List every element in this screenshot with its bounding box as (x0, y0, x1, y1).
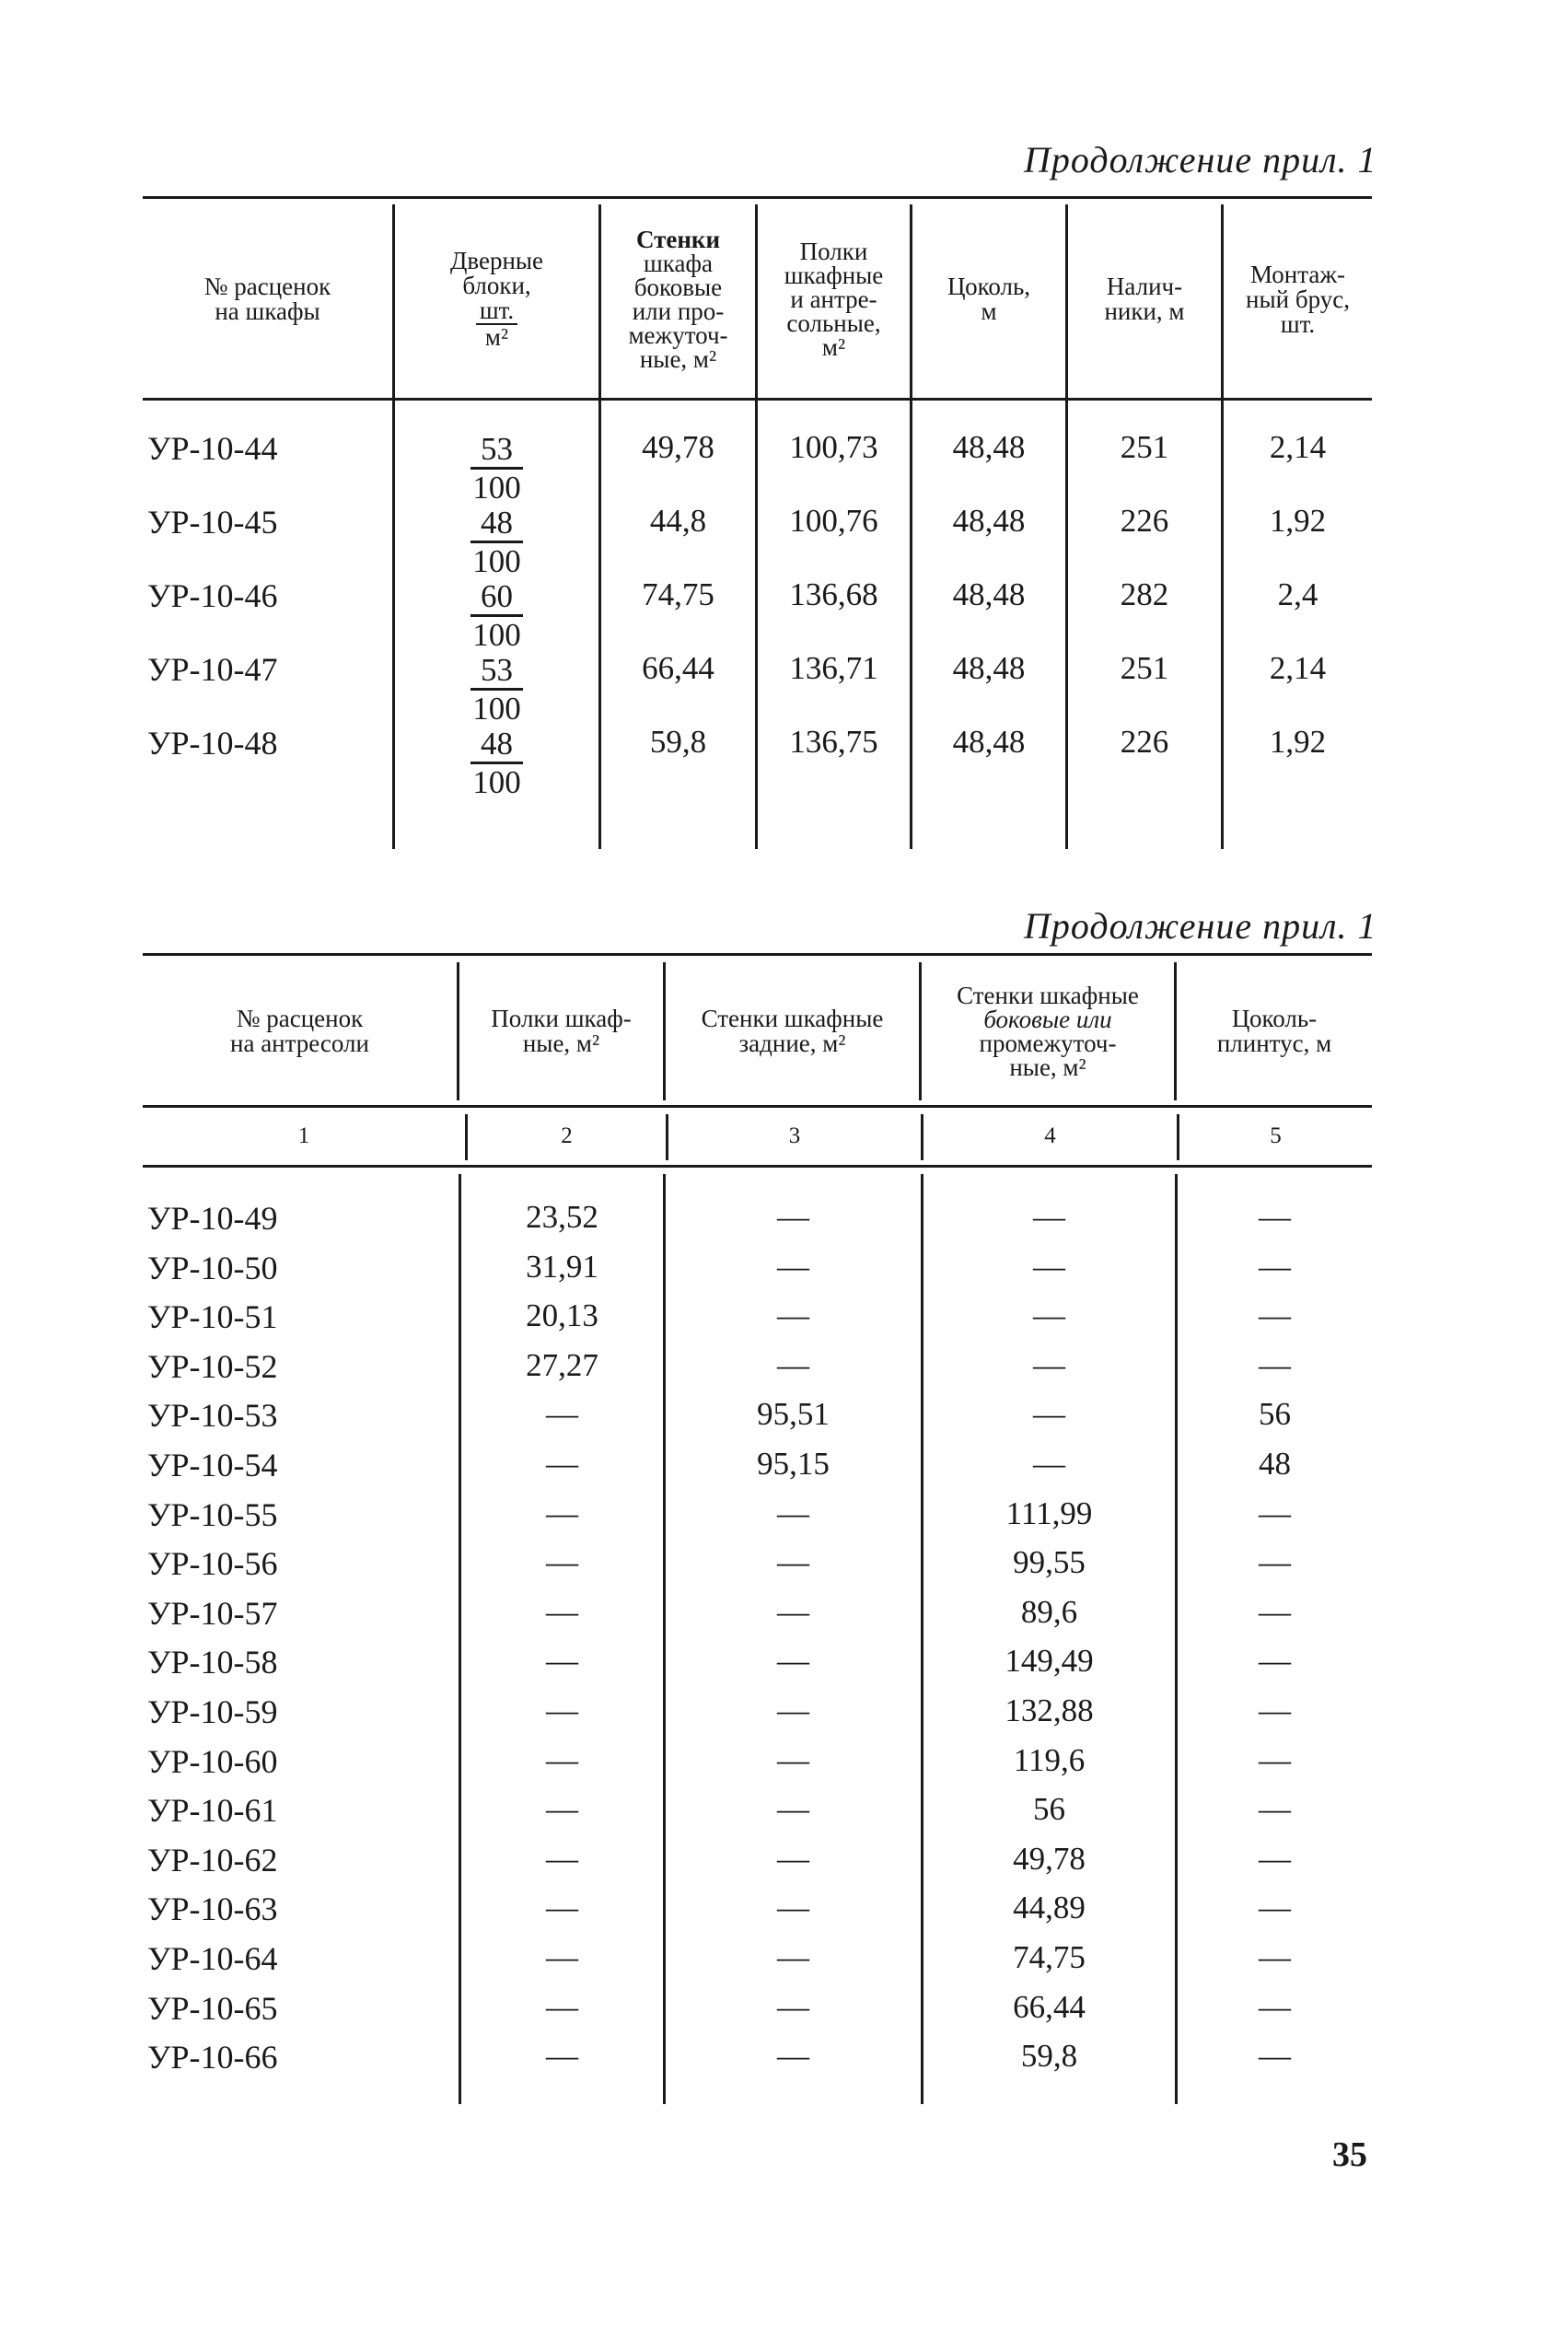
header-unit-fraction (476, 298, 517, 350)
table1-header-plinth (912, 204, 1065, 394)
table2-cell-c4: 49,78 (1013, 1840, 1086, 1877)
table2-cell-c5: — (1259, 2038, 1291, 2075)
table2-caption: Продолжение прил. 1 (1024, 905, 1377, 947)
header-unit-bottom: м² (484, 323, 509, 351)
table2-cell-c4: 119,6 (1013, 1741, 1086, 1778)
row-code: УР-10-57 (147, 1594, 278, 1632)
table2-cell-c2: — (546, 2038, 578, 2075)
table2-colnum-rule (143, 1165, 1372, 1168)
table2-cell-c3: — (777, 1199, 809, 1235)
table1-cell-beam: 2,14 (1269, 429, 1327, 465)
row-code: УР-10-60 (147, 1742, 278, 1780)
table2-top-rule (143, 953, 1372, 956)
header-line: на шкафы (215, 297, 320, 325)
header-line: шт. (1280, 309, 1316, 338)
header-line: или про- (632, 297, 725, 325)
row-code: УР-10-44 (147, 430, 278, 467)
fraction-denominator: 100 (470, 688, 523, 727)
header-line: на антресоли (230, 1029, 369, 1057)
table1-header-shelves (758, 204, 910, 394)
row-code: УР-10-49 (147, 1200, 278, 1237)
table2-cell-c2: — (546, 1840, 578, 1877)
table1-cell-plinth: 48,48 (952, 503, 1026, 539)
table1-cell-shelves: 136,75 (789, 724, 878, 760)
table2-cell-c4: 149,49 (1005, 1643, 1094, 1680)
table1-cell-walls: 74,75 (642, 576, 714, 612)
header-line: ный брус, (1246, 285, 1350, 313)
table1-cell-plinth: 48,48 (952, 724, 1026, 760)
table2-cell-c2: 20,13 (526, 1297, 598, 1334)
table2-cell-c2: — (546, 1692, 578, 1728)
table2-cell-c4: 56 (1033, 1791, 1065, 1828)
header-line: Стенки шкафные (957, 982, 1139, 1009)
table2-cell-c5: — (1259, 1741, 1291, 1778)
table2-cell-c4: 132,88 (1005, 1692, 1094, 1728)
table2-cell-c3: — (777, 1741, 809, 1778)
row-code: УР-10-55 (147, 1495, 278, 1533)
table1-cell-plinth: 48,48 (952, 576, 1026, 612)
table1-cell-trims: 251 (1120, 650, 1169, 686)
table2-cell-c3: — (777, 1544, 809, 1581)
table2-cell-c5: — (1259, 1939, 1291, 1975)
table1-caption: Продолжение прил. 1 (1024, 139, 1377, 180)
table2-cell-c2: — (546, 1593, 578, 1630)
header-line: сольные, (786, 309, 881, 337)
table2-cell-c5: — (1259, 1988, 1291, 2025)
table2-cell-c2: — (546, 1396, 578, 1433)
table2-cell-c4: — (1033, 1297, 1065, 1334)
table2-cell-c5: — (1259, 1890, 1291, 1926)
table1-cell-trims: 226 (1120, 503, 1169, 539)
row-code: УР-10-50 (147, 1249, 278, 1286)
header-line: блоки, (462, 272, 531, 299)
table1-cell-beam: 1,92 (1269, 503, 1327, 539)
table1-cell-shelves: 136,71 (789, 650, 878, 686)
header-line: межуточ- (628, 321, 728, 349)
table2-cell-c2: 31,91 (526, 1248, 598, 1285)
header-line: Полки (799, 238, 868, 265)
table2-cell-c4: 99,55 (1013, 1544, 1086, 1581)
table2-cell-c3: — (777, 1791, 809, 1828)
table2-cell-c5: — (1259, 1840, 1291, 1877)
table1-cell-beam: 1,92 (1269, 724, 1327, 760)
row-code: УР-10-66 (147, 2039, 278, 2076)
header-line: задние, м² (738, 1029, 846, 1057)
header-line: ные, м² (1009, 1053, 1086, 1081)
header-line: Монтаж- (1249, 260, 1346, 288)
fraction-numerator: 53 (481, 652, 513, 688)
row-code: УР-10-65 (147, 1989, 278, 2027)
header-line: Стенки (635, 226, 721, 253)
header-line: Цоколь- (1231, 1005, 1318, 1032)
table1-cell-walls: 49,78 (642, 429, 714, 465)
table2-cell-c3: — (777, 1890, 809, 1926)
table2-colnum: 5 (1270, 1123, 1282, 1148)
table2-cell-c3: — (777, 1495, 809, 1531)
table1-header-doors (395, 204, 598, 394)
table1-cell-shelves: 136,68 (789, 576, 878, 612)
header-unit-top: шт. (476, 298, 517, 325)
table2-cell-c3: — (777, 2038, 809, 2075)
row-code: УР-10-48 (147, 725, 278, 762)
table2-cell-c5: — (1259, 1544, 1291, 1581)
row-code: УР-10-59 (147, 1693, 278, 1730)
row-code: УР-10-61 (147, 1792, 278, 1830)
header-line: м² (821, 333, 846, 361)
table2-cell-c5: — (1259, 1346, 1291, 1383)
table2-cell-c2: — (546, 1741, 578, 1778)
header-line: шкафа (644, 250, 713, 277)
table1-top-rule (143, 196, 1372, 199)
table1-cell-shelves: 100,76 (789, 503, 878, 539)
table2-cell-c3: — (777, 1643, 809, 1680)
row-code: УР-10-52 (147, 1347, 278, 1385)
doors-fraction (395, 431, 598, 506)
table2-header-shelves (459, 962, 663, 1100)
page-number: 35 (1332, 2135, 1367, 2174)
header-line: боковые (633, 273, 723, 301)
row-code: УР-10-51 (147, 1298, 278, 1336)
row-code: УР-10-47 (147, 651, 278, 688)
row-code: УР-10-64 (147, 1940, 278, 1977)
table2-header-side-walls (922, 962, 1174, 1100)
table2-cell-c4: 89,6 (1020, 1593, 1078, 1630)
table2-colnum: 3 (788, 1123, 801, 1148)
row-code: УР-10-62 (147, 1841, 278, 1879)
table2-cell-c2: 27,27 (526, 1346, 598, 1383)
table2-cell-c2: — (546, 1939, 578, 1975)
table2-cell-c5: — (1259, 1297, 1291, 1334)
table2-cell-c2: — (546, 1446, 578, 1482)
table2-cell-c4: 59,8 (1020, 2038, 1078, 2075)
row-code: УР-10-45 (147, 504, 278, 541)
table2-cell-c2: — (546, 1791, 578, 1828)
header-line: № расценок (236, 1005, 364, 1032)
table2-cell-c3: — (777, 1248, 809, 1285)
header-line: № расценок (203, 273, 331, 300)
row-code: УР-10-53 (147, 1397, 278, 1435)
header-line: м (981, 297, 997, 325)
table2-cell-c3: — (777, 1593, 809, 1630)
fraction-numerator: 48 (481, 505, 513, 541)
table2-cell-c4: 44,89 (1013, 1890, 1086, 1926)
doors-fraction (395, 505, 598, 579)
table2-colnum: 2 (561, 1123, 573, 1148)
row-code: УР-10-56 (147, 1545, 278, 1583)
table2-cell-c4: — (1033, 1446, 1065, 1482)
table2-cell-c5: — (1259, 1643, 1291, 1680)
table1-cell-walls: 59,8 (649, 724, 707, 760)
table2-cell-c5: — (1259, 1791, 1291, 1828)
table1-cell-shelves: 100,73 (789, 429, 878, 465)
fraction-denominator: 100 (470, 541, 523, 579)
table2-cell-c5: — (1259, 1692, 1291, 1728)
table2-cell-c3: — (777, 1840, 809, 1877)
header-line: ные, м² (522, 1029, 600, 1057)
row-code: УР-10-54 (147, 1447, 278, 1483)
table2-cell-c3: — (777, 1297, 809, 1334)
table1-header-trims (1068, 204, 1221, 394)
fraction-numerator: 53 (481, 431, 513, 467)
header-line: боковые или (983, 1006, 1112, 1033)
table1-cell-trims: 251 (1120, 429, 1169, 465)
table2-cell-c5: 48 (1259, 1446, 1291, 1482)
table2-colnum: 1 (297, 1123, 310, 1148)
header-line: ные, м² (639, 345, 717, 373)
fraction-numerator: 60 (481, 578, 513, 614)
table2-cell-c3: — (777, 1988, 809, 2025)
fraction-denominator: 100 (470, 467, 523, 506)
table2-cell-c2: — (546, 1544, 578, 1581)
table2-cell-c3: — (777, 1692, 809, 1728)
table1-header-beam (1224, 204, 1372, 394)
table2-cell-c3: 95,15 (757, 1446, 830, 1482)
table2-cell-c4: — (1033, 1199, 1065, 1235)
table2-colnum: 4 (1044, 1123, 1056, 1148)
header-line: ники, м (1104, 297, 1185, 325)
table2-header-rule (143, 1105, 1372, 1108)
table2-cell-c2: — (546, 1890, 578, 1926)
table1-cell-plinth: 48,48 (952, 429, 1026, 465)
table2-cell-c4: — (1033, 1396, 1065, 1433)
table1-cell-walls: 66,44 (642, 650, 714, 686)
header-line: Налич- (1106, 273, 1183, 300)
table2-cell-c5: — (1259, 1593, 1291, 1630)
table2-cell-c4: — (1033, 1346, 1065, 1383)
table2-cell-c5: 56 (1259, 1396, 1291, 1433)
doors-fraction (395, 652, 598, 727)
table2-cell-c2: — (546, 1988, 578, 2025)
table2-header-back-walls (666, 962, 919, 1100)
header-line: Дверные (449, 247, 544, 274)
row-code: УР-10-63 (147, 1890, 278, 1928)
table2-cell-c5: — (1259, 1248, 1291, 1285)
table1-header-code (143, 204, 392, 394)
table1-cell-plinth: 48,48 (952, 650, 1026, 686)
header-line: шкафные (784, 262, 884, 289)
table1-cell-walls: 44,8 (649, 503, 707, 539)
table2-header-plinth (1177, 962, 1372, 1100)
header-line: Цоколь, (947, 273, 1031, 300)
header-line: Полки шкаф- (491, 1005, 632, 1032)
header-line: и антре- (790, 285, 877, 313)
table2-cell-c5: — (1259, 1199, 1291, 1235)
table1-header-walls (601, 204, 755, 394)
table2-header-code (143, 962, 457, 1100)
table2-cell-c4: 111,99 (1005, 1495, 1093, 1531)
row-code: УР-10-58 (147, 1644, 278, 1681)
doors-fraction (395, 578, 598, 653)
table2-cell-c2: 23,52 (526, 1199, 598, 1235)
doors-fraction (395, 726, 598, 800)
table2-cell-c4: — (1033, 1248, 1065, 1285)
fraction-numerator: 48 (481, 726, 513, 762)
header-line: промежуточ- (979, 1029, 1117, 1057)
table1-cell-trims: 226 (1120, 724, 1169, 760)
table2-cell-c3: 95,51 (757, 1396, 830, 1433)
fraction-denominator: 100 (470, 614, 523, 653)
table2-cell-c2: — (546, 1495, 578, 1531)
table1-cell-beam: 2,4 (1277, 576, 1318, 612)
table1-cell-trims: 282 (1120, 576, 1169, 612)
header-line: Стенки шкафные (701, 1005, 884, 1032)
fraction-denominator: 100 (470, 762, 523, 800)
table2-cell-c5: — (1259, 1495, 1291, 1531)
table2-cell-c3: — (777, 1346, 809, 1383)
table2-cell-c4: 66,44 (1013, 1988, 1086, 2025)
row-code: УР-10-46 (147, 577, 278, 614)
table2-cell-c4: 74,75 (1013, 1939, 1086, 1975)
table1-cell-beam: 2,14 (1269, 650, 1327, 686)
table2-cell-c2: — (546, 1643, 578, 1680)
header-line: плинтус, м (1216, 1029, 1332, 1057)
table2-cell-c3: — (777, 1939, 809, 1975)
